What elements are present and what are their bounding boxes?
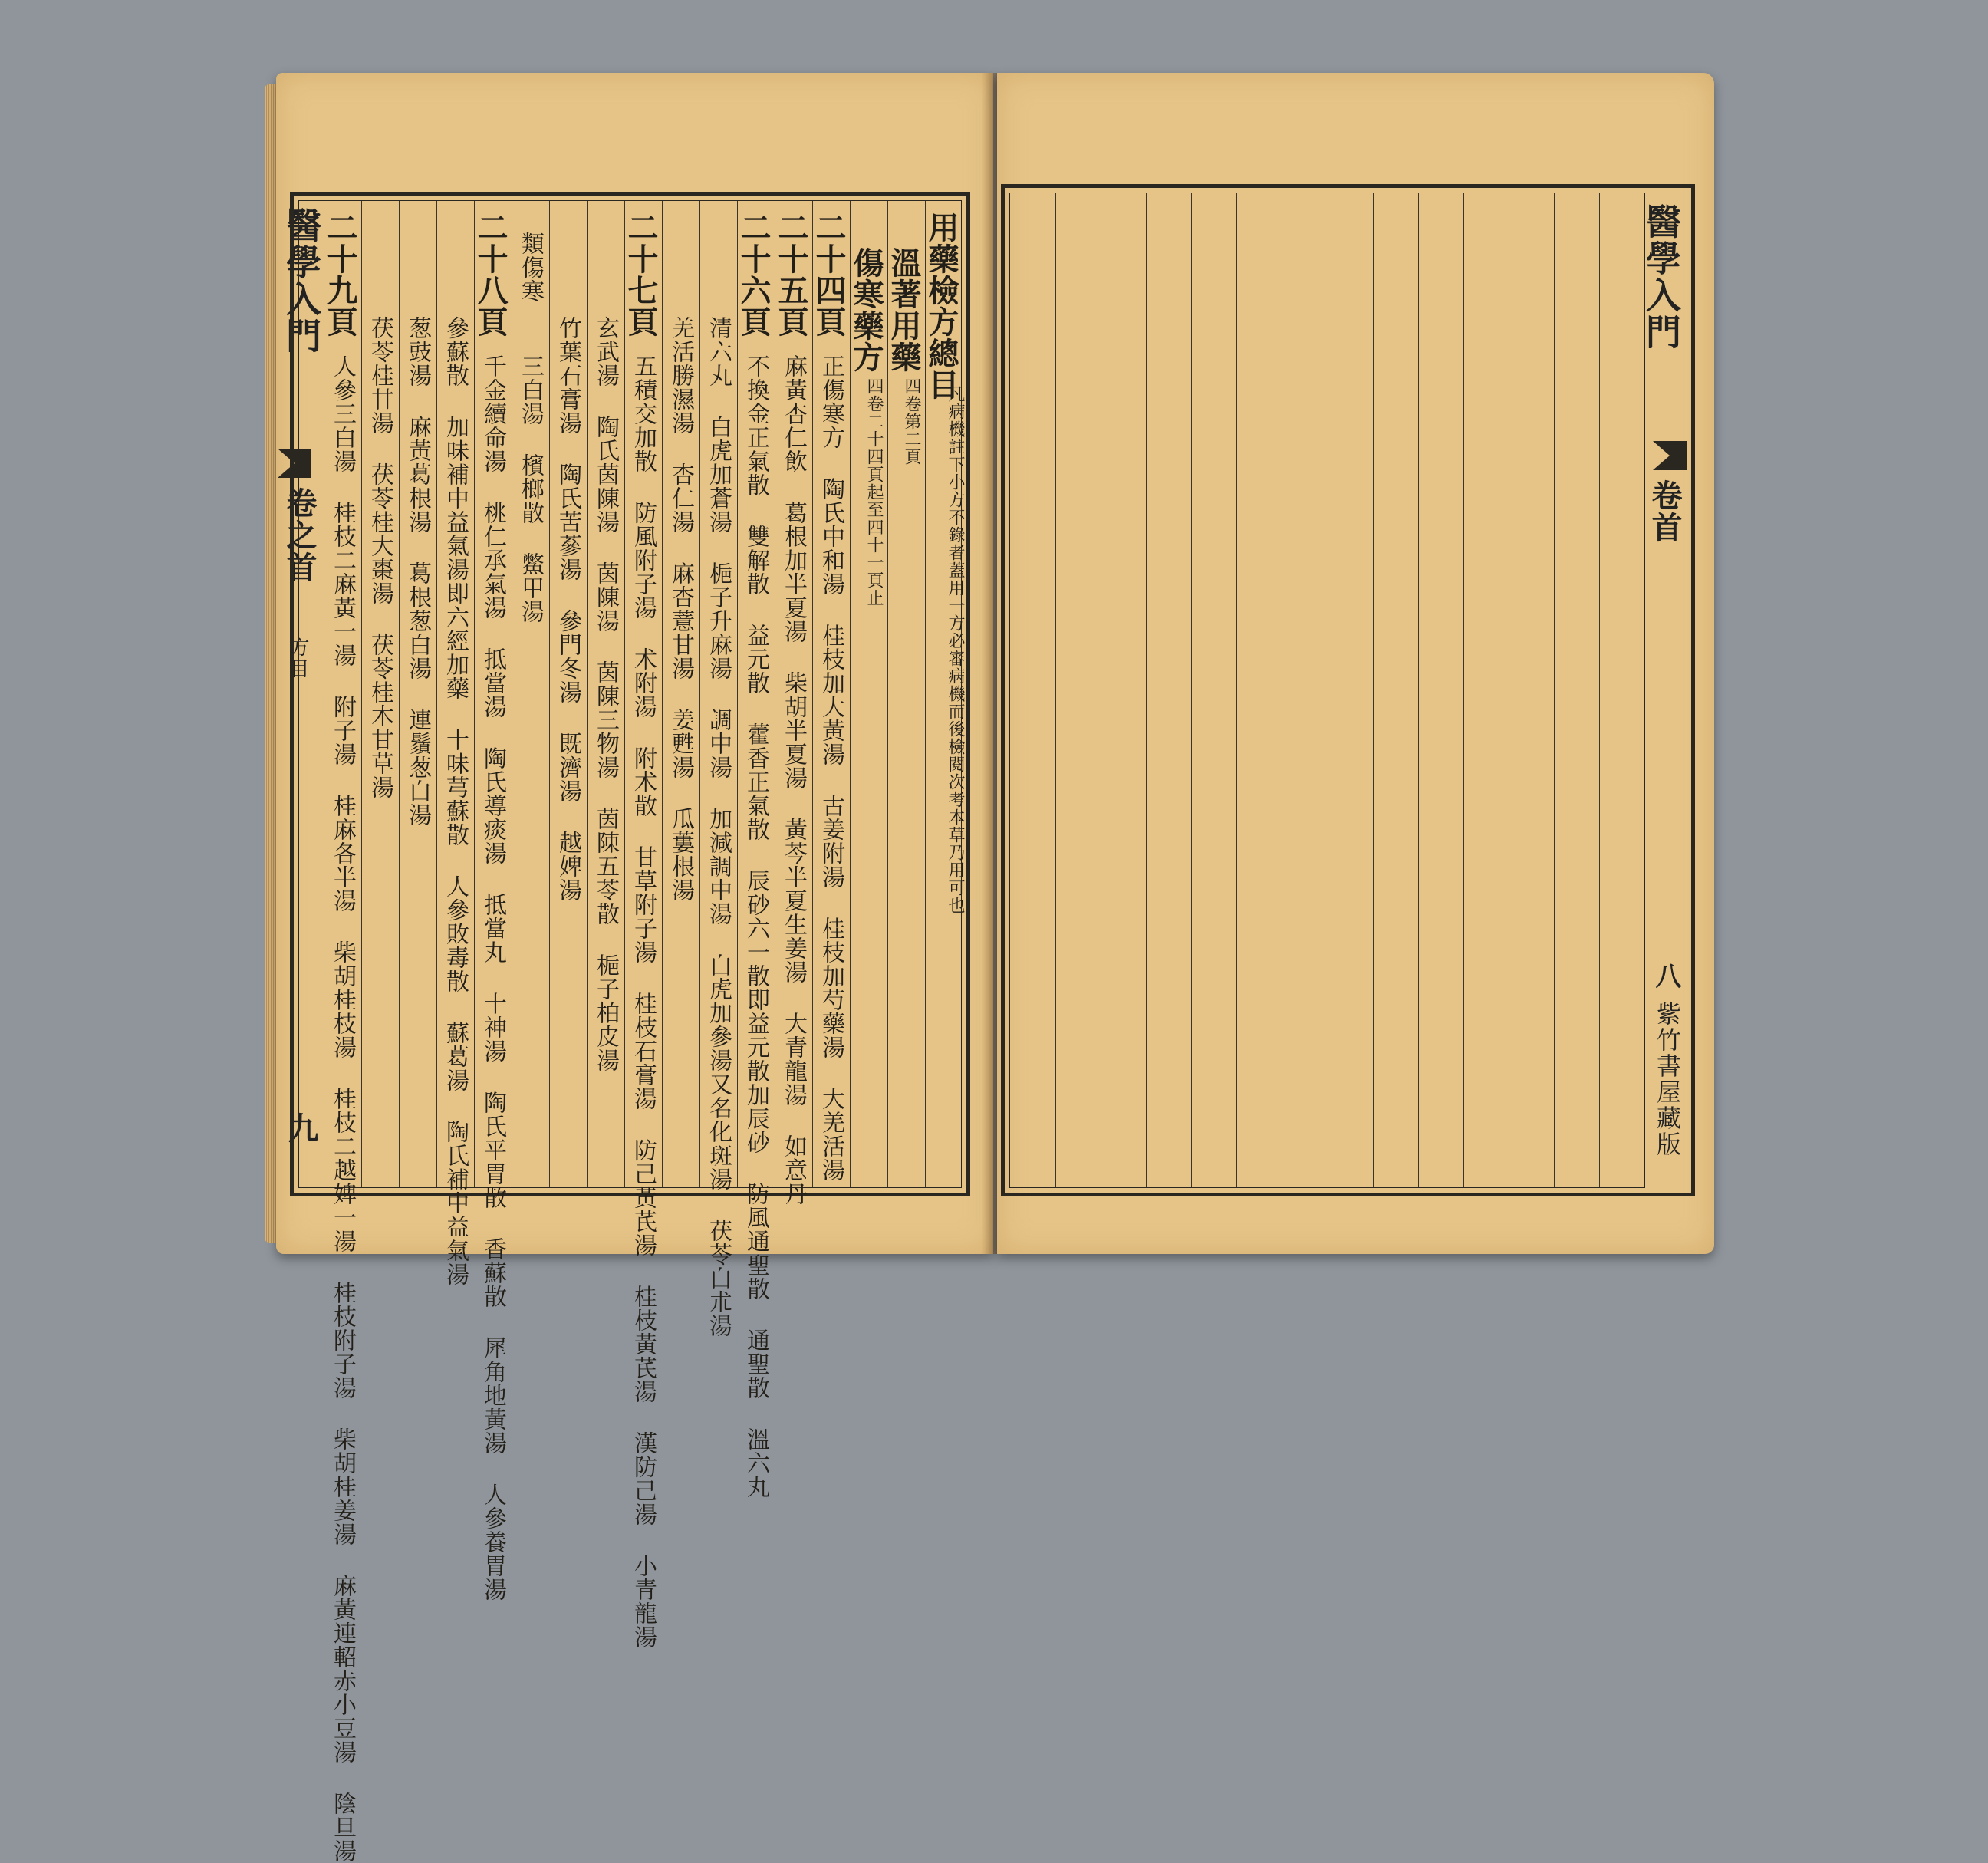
column-6 — [736, 201, 773, 1499]
column-16 — [361, 201, 397, 1187]
remedy-list: 三白湯 檳榔散 鱉甲湯 — [517, 354, 544, 624]
column-11 — [549, 201, 585, 1187]
remedy-list: 五積交加散 防風附子湯 术附湯 附术散 甘草附子湯 桂枝石膏湯 防己黃芪湯 桂枝黃芪湯 漢防己湯 小青龍湯 — [630, 354, 657, 1649]
page-heading: 二十八頁 — [472, 212, 509, 337]
column-8 — [662, 201, 698, 1187]
remedy-list: 人參三白湯 桂枝二麻黃一湯 附子湯 桂麻各半湯 柴胡桂枝湯 桂枝二越婢一湯 桂枝附子湯 柴胡桂姜湯 麻黃連軺赤小豆湯 陰旦湯 — [329, 354, 356, 1863]
left-margin-section: 方目 — [286, 637, 309, 680]
page-heading: 二十九頁 — [322, 212, 358, 337]
right-margin-title: 醫學入門 — [1641, 203, 1682, 351]
column-heading: 用藥檢方總目 — [923, 212, 959, 400]
column-note: 四卷第二頁 — [902, 377, 921, 466]
ruled-line — [1055, 193, 1056, 1187]
column-10 — [587, 201, 623, 1187]
ruled-line — [1418, 193, 1419, 1187]
left-text-area — [298, 200, 965, 1863]
column-2 — [887, 201, 923, 1187]
ruled-line — [1236, 193, 1237, 1187]
left-margin-page-number: 九 — [283, 1112, 319, 1144]
remedy-list: 麻黃杏仁飲 葛根加半夏湯 柴胡半夏湯 黃芩半夏生姜湯 大青龍湯 如意丹 — [780, 354, 807, 1206]
left-margin-volume: 卷之首 — [281, 487, 318, 584]
left-text-frame — [290, 192, 970, 1863]
column-9 — [623, 201, 660, 1649]
column-14 — [436, 201, 472, 1286]
left-margin-title: 醫學入門 — [281, 207, 322, 354]
remedy-list: 竹葉石膏湯 陶氏苦蔘湯 參門冬湯 既濟湯 越婢湯 — [555, 316, 581, 902]
column-17 — [322, 201, 360, 1863]
column-3 — [850, 201, 886, 1187]
remedy-list: 茯苓桂甘湯 茯苓桂大棗湯 茯苓桂木甘草湯 — [367, 316, 393, 799]
right-margin-page-number: 八 — [1651, 963, 1681, 990]
ruled-line — [1554, 193, 1555, 1187]
column-note: 四卷二十四頁起至四十一頁止 — [864, 377, 884, 607]
column-1 — [923, 201, 965, 1187]
page-heading: 二十五頁 — [773, 212, 809, 337]
column-5 — [773, 201, 811, 1206]
remedy-list: 羌活勝濕湯 杏仁湯 麻杏薏甘湯 姜甦湯 瓜蔞根湯 — [667, 316, 694, 902]
column-heading: 傷寒藥方 — [848, 247, 884, 373]
column-heading: 類傷寒 — [517, 232, 544, 303]
remedy-list: 清六丸 白虎加蒼湯 梔子升麻湯 調中湯 加減調中湯 白虎加參湯又名化斑湯 茯苓白朮湯 — [705, 316, 732, 1338]
column-7 — [699, 201, 736, 1338]
remedy-list: 參蘇散 加味補中益氣湯即六經加藥 十味芎蘇散 人參敗毒散 蘇葛湯 陶氏補中益氣湯 — [442, 316, 469, 1286]
remedy-list: 葱豉湯 麻黃葛根湯 葛根葱白湯 連鬚葱白湯 — [404, 316, 431, 827]
column-note: 凡病機註下小方不錄者蓋用一方必審病機而後檢閱次考本草乃用可也 — [946, 385, 965, 914]
ruled-line — [1463, 193, 1464, 1187]
right-ruled-frame — [1001, 184, 1695, 1196]
column-heading: 溫著用藥 — [886, 247, 922, 373]
page-heading: 二十四頁 — [811, 212, 847, 337]
ruled-line — [1146, 193, 1147, 1187]
remedy-list: 不換金正氣散 雙解散 益元散 藿香正氣散 辰砂六一散即益元散加辰砂 防風通聖散 通聖散 溫六丸 — [742, 354, 769, 1499]
fold-mark-right — [1653, 441, 1687, 470]
right-margin-volume: 卷首 — [1647, 479, 1683, 544]
right-margin-printer: 紫竹書屋藏版 — [1653, 1001, 1682, 1157]
page-heading: 二十六頁 — [736, 212, 772, 337]
ruled-line — [1599, 193, 1600, 1187]
column-12 — [512, 201, 548, 1187]
column-13 — [472, 201, 510, 1601]
remedy-list: 正傷寒方 陶氏中和湯 桂枝加大黃湯 古姜附湯 桂枝加芍藥湯 大羌活湯 — [818, 354, 844, 1182]
remedy-list: 玄武湯 陶氏茵陳湯 茵陳湯 茵陳三物湯 茵陳五苓散 梔子柏皮湯 — [592, 316, 619, 1072]
ruled-line — [1191, 193, 1192, 1187]
page-heading: 二十七頁 — [623, 212, 659, 337]
column-15 — [399, 201, 435, 1187]
ruled-blank-area — [1009, 193, 1645, 1188]
column-4 — [812, 201, 848, 1187]
ruled-line — [1373, 193, 1374, 1187]
remedy-list: 千金續命湯 桃仁承氣湯 抵當湯 陶氏導痰湯 抵當丸 十神湯 陶氏平胃散 香蘇散 犀角地黃湯 人參養胃湯 — [479, 354, 506, 1601]
